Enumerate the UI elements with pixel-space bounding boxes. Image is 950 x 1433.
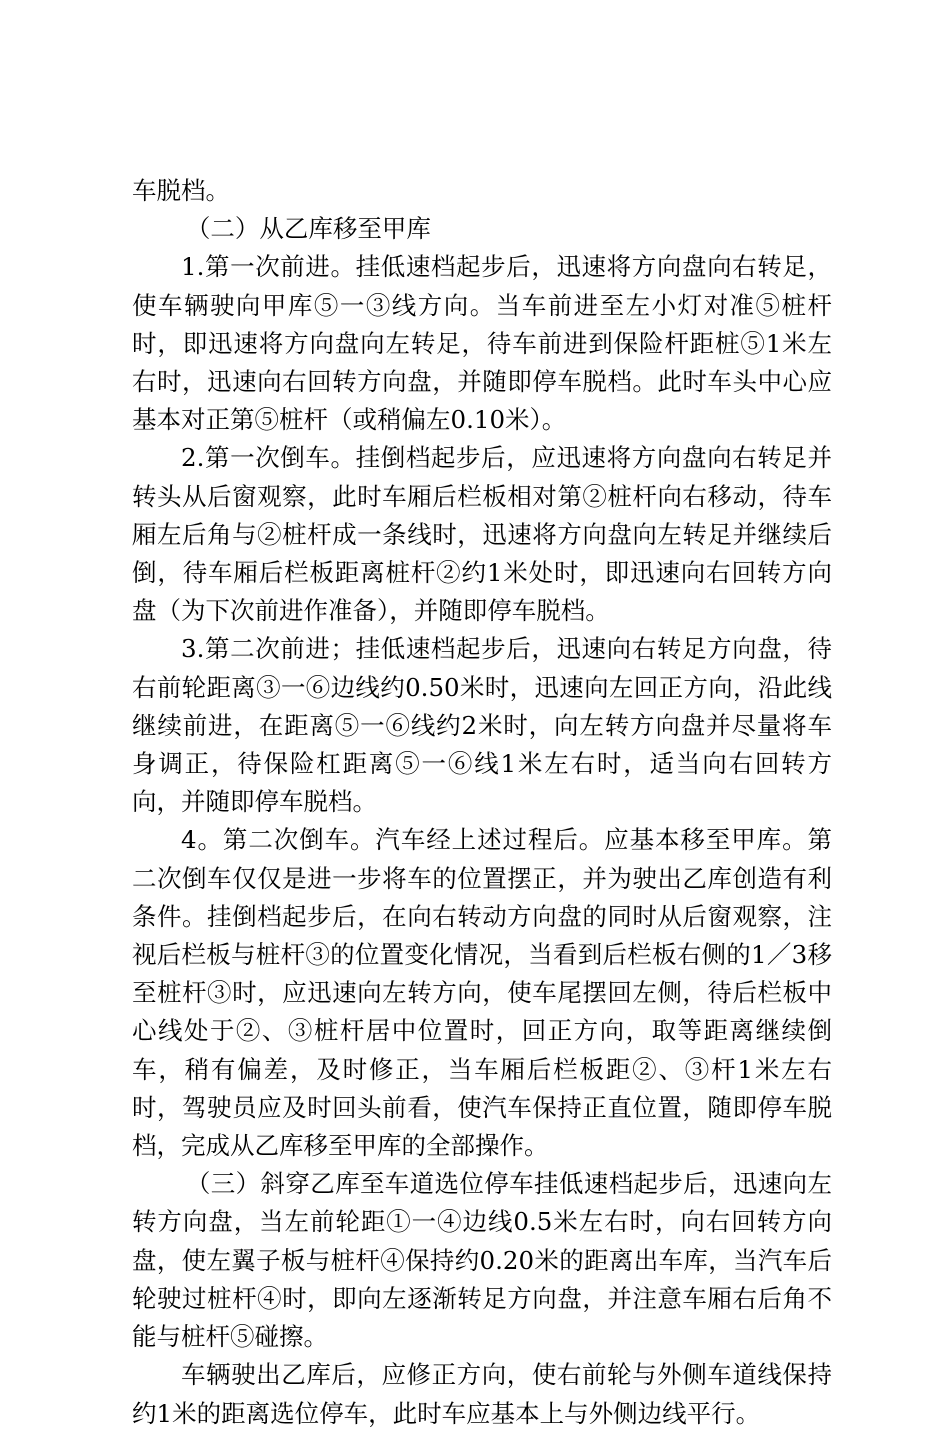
section-heading-2: （二）从乙库移至甲库 [185, 214, 431, 244]
paragraph-continuation: 车脱档。 [132, 176, 230, 205]
paragraph-closing: 车辆驶出乙库后，应修正方向，使右前轮与外侧车道线保持约1米的距离选位停车，此时车应基本上与外侧边线平行。 [132, 1360, 832, 1428]
paragraph-step-3: 3.第二次前进；挂低速档起步后，迅速向右转足方向盘，待右前轮距离③一⑥边线约0.50米时，迅速向左回正方向，沿此线继续前进，在距离⑤一⑥线约2米时，向左转方向盘并尽量将车身调正，待保险杠距离⑤一⑥线1米左右时，适当向右回转方向，并随即停车脱档。 [132, 634, 832, 817]
section-heading-3: （三）斜穿乙库至车道选位停车挂低速档起步后，迅速向左转方向盘，当左前轮距①一④边线0.5米左右时，向右回转方向盘，使左翼子板与桩杆④保持约0.20米的距离出车库，当汽车后轮驶过桩杆④时，即向左逐渐转足方向盘，并注意车厢右后角不能与桩杆⑤碰擦。 [132, 1169, 832, 1352]
paragraph-step-1: 1.第一次前进。挂低速档起步后，迅速将方向盘向右转足，使车辆驶向甲库⑤一③线方向。当车前进至左小灯对准⑤桩杆时，即迅速将方向盘向左转足，待车前进到保险杆距桩⑤1米左右时，迅速向右回转方向盘，并随即停车脱档。此时车头中心应基本对正第⑤桩杆（或稍偏左0.10米）。 [132, 252, 832, 435]
paragraph-step-4: 4。第二次倒车。汽车经上述过程后。应基本移至甲库。第二次倒车仅仅是进一步将车的位置摆正，并为驶出乙库创造有利条件。挂倒档起步后，在向右转动方向盘的同时从后窗观察，注视后栏板与桩杆③的位置变化情况，当看到后栏板右侧的1／3移至桩杆③时，应迅速向左转方向，使车尾摆回左侧，待后栏板中心线处于②、③桩杆居中位置时，回正方向，取等距离继续倒车，稍有偏差，及时修正，当车厢后栏板距②、③杆1米左右时，驾驶员应及时回头前看，使汽车保持正直位置，随即停车脱档，完成从乙库移至甲库的全部操作。 [132, 825, 832, 1161]
paragraph-step-2: 2.第一次倒车。挂倒档起步后，应迅速将方向盘向右转足并转头从后窗观察，此时车厢后栏板相对第②桩杆向右移动，待车厢左后角与②桩杆成一条线时，迅速将方向盘向左转足并继续后倒，待车厢后栏板距离桩杆②约1米处时，即迅速向右回转方向盘（为下次前进作准备），并随即停车脱档。 [132, 443, 832, 626]
document-body [132, 172, 832, 1433]
